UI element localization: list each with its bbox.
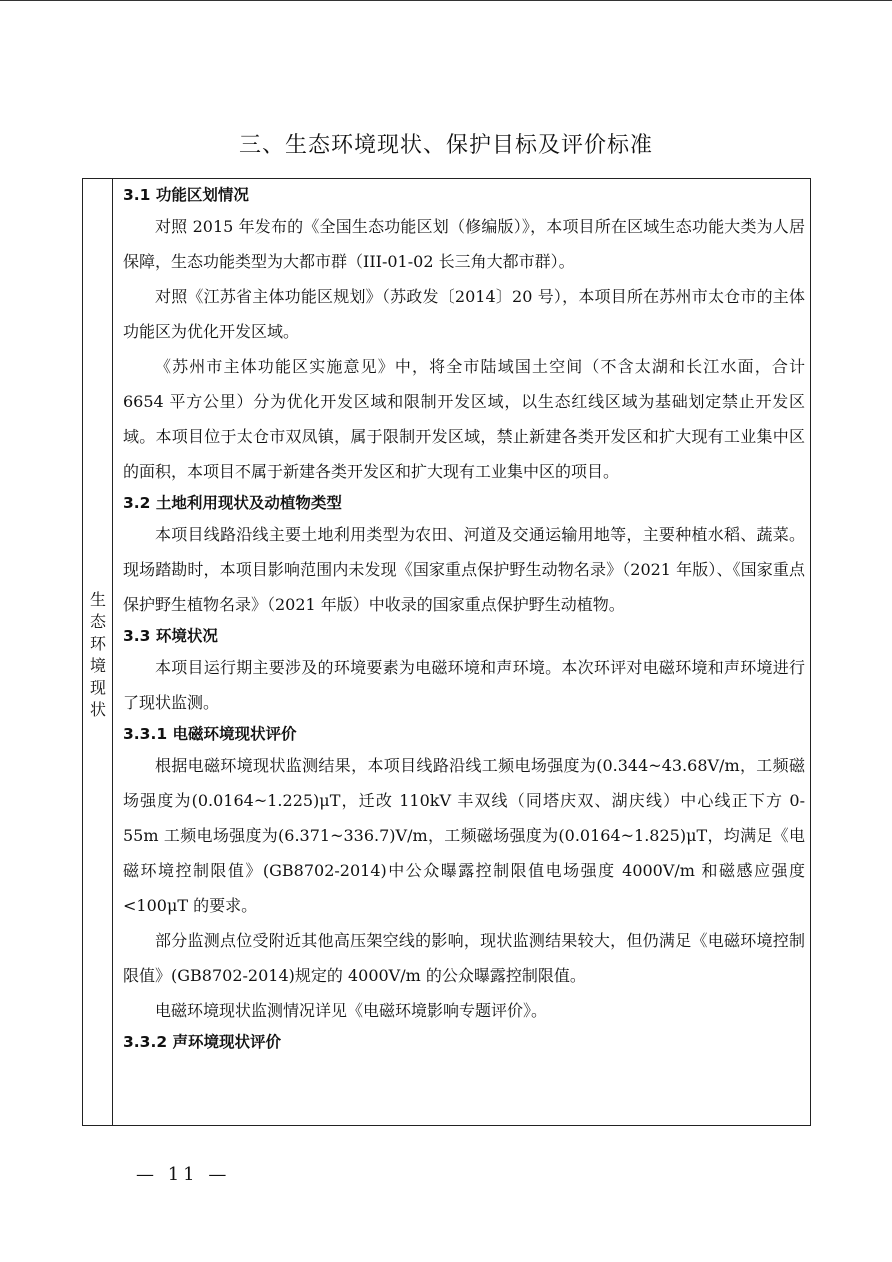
top-rule: [0, 0, 892, 1]
section-heading-3-3-1: 3.3.1 电磁环境现状评价: [123, 725, 297, 743]
paragraph: 对照《江苏省主体功能区规划》（苏政发〔2014〕20 号），本项目所在苏州市太仓市的主体功能区为优化开发区域。: [123, 287, 805, 341]
paragraph: 本项目线路沿线主要土地利用类型为农田、河道及交通运输用地等，主要种植水稻、蔬菜。现场踏勘时，本项目影响范围内未发现《国家重点保护野生动物名录》（2021 年版）、《国家重点保护野生植物名录》（2021 年版）中收录的国家重点保护野生动植物。: [123, 525, 805, 614]
side-label-char: 态: [89, 612, 106, 631]
paragraph: 部分监测点位受附近其他高压架空线的影响，现状监测结果较大，但仍满足《电磁环境控制限值》(GB8702-2014)规定的 4000V/m 的公众曝露控制限值。: [123, 931, 805, 985]
side-label-char: 生: [89, 590, 106, 609]
paragraph: 电磁环境现状监测情况详见《电磁环境影响专题评价》。: [155, 1001, 548, 1020]
paragraph: 《苏州市主体功能区实施意见》中，将全市陆域国土空间（不含太湖和长江水面，合计 6654 平方公里）分为优化开发区域和限制开发区域，以生态红线区域为基础划定禁止开发区域。本项目位于太仓市双凤镇，属于限制开发区域，禁止新建各类开发区和扩大现有工业集中区的面积，本项目不属于新建各类开发区和扩大现有工业集中区的项目。: [123, 357, 805, 481]
page-number: — 11 —: [136, 1164, 231, 1185]
side-label-char: 环: [89, 634, 106, 653]
page-title: 三、生态环境现状、保护目标及评价标准: [238, 133, 653, 158]
content-body: [123, 181, 805, 1056]
paragraph: 根据电磁环境现状监测结果，本项目线路沿线工频电场强度为(0.344~43.68V/m，工频磁场强度为(0.0164~1.225)μT，迁改 110kV 丰双线（同塔庆双、湖庆线）中心线正下方 0-55m 工频电场强度为(6.371~336.7)V/m，工频磁场强度为(0.0164~1.825)μT，均满足《电磁环境控制限值》(GB8702-2014)中公众曝露控制限值电场强度 4000V/m 和磁感应强度<100μT 的要求。: [123, 756, 805, 915]
side-label-column: [83, 179, 113, 1125]
content-table: [82, 178, 811, 1126]
section-heading-3-3-2: 3.3.2 声环境现状评价: [123, 1033, 282, 1051]
side-label-char: 现: [89, 678, 106, 697]
section-heading-3-1: 3.1 功能区划情况: [123, 186, 249, 204]
side-label-char: 状: [89, 700, 106, 719]
section-heading-3-2: 3.2 土地利用现状及动植物类型: [123, 494, 342, 512]
paragraph: 对照 2015 年发布的《全国生态功能区划（修编版）》，本项目所在区域生态功能大类为人居保障，生态功能类型为大都市群（III-01-02 长三角大都市群）。: [123, 217, 805, 271]
side-label: [83, 589, 113, 721]
side-label-char: 境: [89, 656, 106, 675]
section-heading-3-3: 3.3 环境状况: [123, 627, 218, 645]
paragraph: 本项目运行期主要涉及的环境要素为电磁环境和声环境。本次环评对电磁环境和声环境进行了现状监测。: [123, 658, 805, 712]
